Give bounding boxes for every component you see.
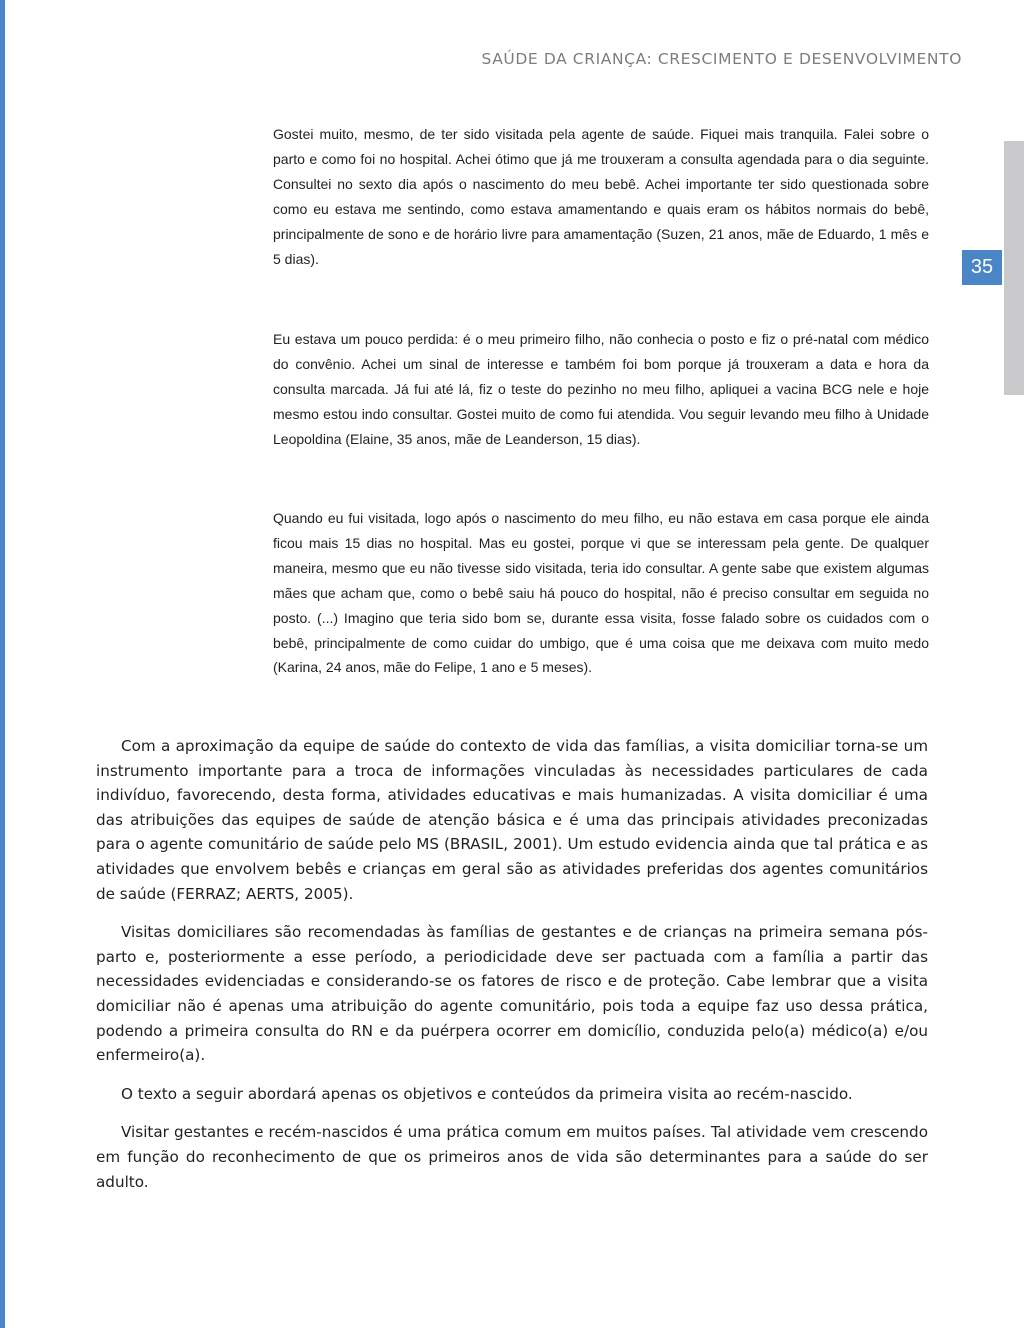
body-text bbox=[96, 734, 928, 1208]
body-paragraph: Visitas domiciliares são recomendadas às famílias de gestantes e de crianças na primeira semana pós-parto e, posteriormente a esse período, a periodicidade deve ser pactuada com a família a partir das necessidades evidenciadas e considerando-se os fatores de risco e de proteção. Cabe lembrar que a visita domiciliar não é apenas uma atribuição do agente comunitário, pois toda a equipe faz uso dessa prática, podendo a primeira consulta do RN e da puérpera ocorrer em domicílio, conduzida pelo(a) médico(a) e/ou enfermeiro(a). bbox=[96, 923, 928, 1065]
running-header-title: SAÚDE DA CRIANÇA: CRESCIMENTO E DESENVOLVIMENTO bbox=[481, 50, 962, 68]
left-margin-rule bbox=[0, 0, 5, 1328]
body-paragraph: O texto a seguir abordará apenas os objetivos e conteúdos da primeira visita ao recém-nascido. bbox=[121, 1084, 853, 1103]
testimonial-quote: Gostei muito, mesmo, de ter sido visitada pela agente de saúde. Fiquei mais tranquila. Falei sobre o parto e como foi no hospital. Achei ótimo que já me trouxeram a consulta agendada para o dia seguinte. Consultei no sexto dia após o nascimento do meu bebê. Achei importante ter sido questionada sobre como eu estava me sentindo, como estava amamentando e quais eram os hábitos normais do bebê, principalmente de sono e de horário livre para amamentação (Suzen, 21 anos, mãe de Eduardo, 1 mês e 5 dias). bbox=[273, 126, 929, 267]
body-paragraph: Visitar gestantes e recém-nascidos é uma prática comum em muitos países. Tal atividade vem crescendo em função do reconhecimento de que os primeiros anos de vida são determinantes para a saúde do ser adulto. bbox=[96, 1123, 928, 1191]
page-number-tab bbox=[962, 250, 1002, 285]
body-paragraph: Com a aproximação da equipe de saúde do contexto de vida das famílias, a visita domiciliar torna-se um instrumento importante para a troca de informações vinculadas às necessidades particulares de cada indivíduo, favorecendo, desta forma, atividades educativas e mais humanizadas. A visita domiciliar é uma das atribuições das equipes de saúde de atenção básica e é uma das principais atividades preconizadas para o agente comunitário de saúde pelo MS (BRASIL, 2001). Um estudo evidencia ainda que tal prática e as atividades que envolvem bebês e crianças em geral são as atividades preferidas dos agentes comunitários de saúde (FERRAZ; AERTS, 2005). bbox=[96, 737, 928, 903]
testimonial-quote: Eu estava um pouco perdida: é o meu primeiro filho, não conhecia o posto e fiz o pré-natal com médico do convênio. Achei um sinal de interesse e também foi bom porque já trouxeram a data e hora da consulta marcada. Já fui até lá, fiz o teste do pezinho no meu filho, apliquei a vacina BCG nele e hoje mesmo estou indo consultar. Gostei muito de como fui atendida. Vou seguir levando meu filho à Unidade Leopoldina (Elaine, 35 anos, mãe de Leanderson, 15 dias). bbox=[273, 331, 929, 447]
testimonial-quote: Quando eu fui visitada, logo após o nascimento do meu filho, eu não estava em casa porque ele ainda ficou mais 15 dias no hospital. Mas eu gostei, porque vi que se interessam pela gente. De qualquer maneira, mesmo que eu não tivesse sido visitada, teria ido consultar. A gente sabe que existem algumas mães que acham que, como o bebê saiu há pouco do hospital, não é preciso consultar em seguida no posto. (...) Imagino que teria sido bom se, durante essa visita, fosse falado sobre os cuidados com o bebê, principalmente de como cuidar do umbigo, que é uma coisa que me deixava com muito medo (Karina, 24 anos, mãe do Felipe, 1 ano e 5 meses). bbox=[273, 510, 929, 676]
side-thumb-tab bbox=[1004, 141, 1024, 395]
page-number: 35 bbox=[970, 256, 994, 278]
